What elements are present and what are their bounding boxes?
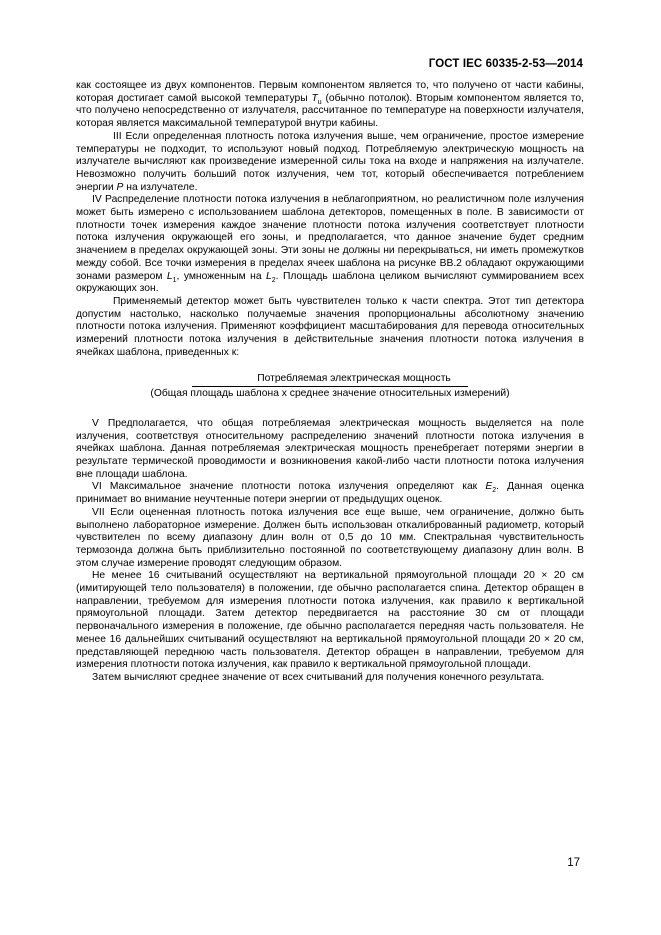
formula-denominator: (Общая площадь шаблона х среднее значение относительных измерений) [150, 388, 510, 400]
paragraph-detector: Применяемый детектор может быть чувствителен только к части спектра. Этот тип детектора допустим настолько, насколько получаемые значения пропорциональны абсолютному значению плотности потока излучения. Применяют коэффициент масштабирования для перевода относительных измерений плотности потока излучения в действительные значения плотности потока излучения в ячейках шаблона, приведенных к: [76, 295, 584, 358]
variable-l1: L [166, 270, 173, 282]
page-header [429, 58, 583, 70]
paragraph-average: Затем вычисляют среднее значение от всех считываний для получения конечного результата. [92, 671, 545, 683]
page-number: 17 [567, 857, 580, 869]
variable-t: T [311, 92, 318, 104]
paragraph-item-vi: VI Максимальное значение плотности потока излучения определяют как $E_2$. Данная оценка принимает во внимание неучтенные потери энергии от предыдущих оценок. [76, 481, 584, 506]
paragraph-readings: Не менее 16 считываний осуществляют на вертикальной прямоугольной площади 20 × 20 см (имитирующей тело пользователя) в положении, где обычно располагается спина. Детектор обращен в направлении, требуемом для измерения плотности потока излучения, как правило к вертикальной прямоугольной площади. Затем детектор передвигается на расстояние 30 см от площади первоначального измерения в положение, где обычно располагается передняя часть пользователя. Не менее 16 дальнейших считываний осуществляют на вертикальной прямоугольной площади 20 × 20 см, представляющей переднюю часть пользователя. Детектор обращен в направлении, требуемом для измерения плотности потока излучения, как правило к вертикальной прямоугольной площади. [76, 570, 584, 671]
paragraph-item-vii: VII Если оцененная плотность потока излучения все еще выше, чем ограничение, должно быть выполнено лабораторное измерение. Должен быть использован откалиброванный радиометр, который чувствителен по всему диапазону длин волн от 0,5 до 10 мм. Спектральная чувствительность термозонда должна быть приблизительно постоянной по соответствующему диапазону длин волн. В этом случае измерение проводят следующим образом. [76, 506, 584, 569]
variable-p: P [116, 181, 124, 193]
variable-l2: L [266, 270, 272, 282]
subscript-u: u [317, 98, 322, 106]
scaling-formula [76, 373, 584, 400]
paragraph-item-iii: III Если определенная плотность потока излучения выше, чем ограничение, простое измерение температуры не подходит, то используют новый подход. Потребляемую электрическую мощность на излучателе вычисляют как произведение измеренной силы тока на входе и напряжения на излучателе. Невозможно получить больший поток излучения, чем тот, который обеспечивается потреблением энергии P на излучателе. [76, 130, 584, 193]
paragraph-item-v: V Предполагается, что общая потребляемая электрическая мощность выделяется на поле излучения, соответствуя относительному распределению значений плотности потока излучения в ячейках шаблона. Данная потребляемая электрическая мощность пренебрегает потерями энергии в результате термической проводимости и возникновения какой-либо части плотности потока излучения вне площади шаблона. [76, 417, 584, 480]
standard-code: ГОСТ IEC 60335-2-53—2014 [428, 58, 583, 70]
document-body [76, 80, 584, 685]
variable-e2: E [485, 481, 493, 493]
formula-numerator: Потребляемая электрическая мощность [192, 373, 468, 387]
paragraph-item-iv: IV Распределение плотности потока излучения в неблагоприятном, но реалистичном поле излучения может быть измерено с использованием шаблона детекторов, помещенных в поле. В зависимости от плотности точек измерения каждое значение плотности потока излучения соответствует плотности потока излучения окружающей его зоны, и предполагается, что данное значение будет средним значением в пределах окружающей зоны. Эти зоны не должны ни перекрываться, ни иметь промежутков между собой. Все точки измерения в пределах ячеек шаблона на рисунке ВВ.2 обладают окружающими зонами размером $L_1$, умноженным на $L_2$. Площадь шаблона целиком вычисляют суммированием всех окружающих зон. [76, 194, 584, 295]
paragraph-continuation: как состоящее из двух компонентов. Первым компонентом является то, что получено от части кабины, которая достигает самой высокой температуры $T_u$ (обычно потолок). Вторым компонентом является то, что получено непосредственно от излучателя, рассчитанное по температуре на поверхности излучателя, которая является максимальной температурой внутри кабины. [76, 80, 584, 130]
